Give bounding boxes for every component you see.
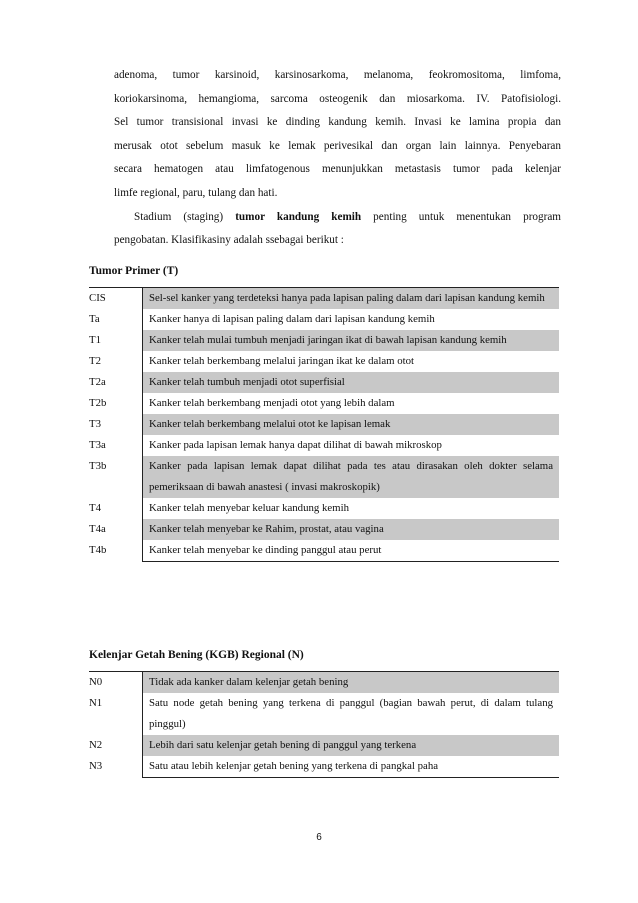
node-code: N2: [89, 739, 103, 751]
stage-code: T4a: [89, 523, 106, 535]
intro-line: adenoma, tumor karsinoid, karsinosarkoma, melanoma, feokromositoma, limfoma,: [114, 69, 561, 81]
page-number: 6: [316, 832, 322, 843]
intro-line: secara hematogen atau limfatogenous menunjukkan metastasis tumor pada kelenjar: [114, 163, 561, 176]
stage-code: T3a: [89, 439, 106, 451]
node-code: N3: [89, 760, 103, 772]
node-description: Satu node getah bening yang terkena di panggul (bagian bawah perut, di dalam tulang pinggul): [143, 693, 560, 735]
stage-code: T3b: [89, 460, 107, 472]
table-row: [89, 288, 559, 310]
stage-description: Kanker pada lapisan lemak hanya dapat dilihat di bawah mikroskop: [143, 435, 560, 456]
table-row: [89, 540, 559, 562]
tumor-primer-title: Tumor Primer (T): [89, 265, 179, 277]
stage-code: T3: [89, 418, 101, 430]
stage-description: Kanker telah menyebar ke dinding panggul atau perut: [143, 540, 560, 562]
table-row: [89, 519, 559, 540]
staging-text-post: penting untuk menentukan program: [361, 210, 561, 223]
stage-code: T2b: [89, 397, 107, 409]
stage-description: Kanker pada lapisan lemak dapat dilihat pada tes atau dirasakan oleh dokter selama pemeriksaan di bawah anastesi ( invasi makroskopik): [143, 456, 560, 498]
stage-description: Kanker telah berkembang melalui jaringan ikat ke dalam otot: [143, 351, 560, 372]
stage-description: Kanker telah menyebar keluar kandung kemih: [143, 498, 560, 519]
table-row: [89, 756, 559, 778]
stage-description: Sel-sel kanker yang terdeteksi hanya pada lapisan paling dalam dari lapisan kandung kemih: [143, 288, 560, 310]
stage-description: Kanker hanya di lapisan paling dalam dari lapisan kandung kemih: [143, 309, 560, 330]
staging-text-pre: Stadium (staging): [134, 210, 236, 223]
table-row: [89, 435, 559, 456]
stage-code: T2: [89, 355, 101, 367]
table-row: [89, 456, 559, 498]
table-row: [89, 735, 559, 756]
stage-code: T4: [89, 502, 101, 514]
table-row: [89, 414, 559, 435]
node-description: Satu atau lebih kelenjar getah bening yang terkena di pangkal paha: [143, 756, 560, 778]
stage-code: CIS: [89, 288, 143, 310]
stage-code: T4b: [89, 544, 107, 556]
staging-paragraph: [114, 206, 561, 230]
stage-code: Ta: [89, 313, 100, 325]
table-row: [89, 693, 559, 735]
table-row: [89, 393, 559, 414]
table-row: [89, 351, 559, 372]
intro-line: koriokarsinoma, hemangioma, sarcoma osteogenik dan miosarkoma. IV. Patofisiologi.: [114, 92, 561, 105]
stage-code: T2a: [89, 376, 106, 388]
stage-description: Kanker telah mulai tumbuh menjadi jaringan ikat di bawah lapisan kandung kemih: [143, 330, 560, 351]
staging-paragraph-line2: pengobatan. Klasifikasiny adalah ssebagai berikut :: [114, 234, 344, 247]
intro-line: Sel tumor transisional invasi ke dinding kandung kemih. Invasi ke lamina propia dan: [114, 116, 561, 129]
stage-description: Kanker telah berkembang melalui otot ke lapisan lemak: [143, 414, 560, 435]
stage-description: Kanker telah menyebar ke Rahim, prostat, atau vagina: [143, 519, 560, 540]
node-description: Tidak ada kanker dalam kelenjar getah bening: [143, 672, 560, 694]
kgb-table: [89, 671, 559, 778]
table-row: [89, 672, 559, 694]
stage-description: Kanker telah tumbuh menjadi otot superfisial: [143, 372, 560, 393]
intro-text: [114, 64, 561, 253]
intro-line: limfe regional, paru, tulang dan hati.: [114, 186, 278, 199]
stage-description: Kanker telah berkembang menjadi otot yang lebih dalam: [143, 393, 560, 414]
stage-code: T1: [89, 334, 101, 346]
table-row: [89, 498, 559, 519]
node-code: N0: [89, 672, 143, 694]
kgb-title: Kelenjar Getah Bening (KGB) Regional (N): [89, 649, 304, 661]
node-description: Lebih dari satu kelenjar getah bening di panggul yang terkena: [143, 735, 560, 756]
tumor-primer-table: [89, 287, 559, 562]
intro-line: merusak otot sebelum masuk ke lemak perivesikal dan organ lain lainnya. Penyebaran: [114, 139, 561, 152]
node-code: N1: [89, 697, 103, 709]
table-row: [89, 330, 559, 351]
table-row: [89, 372, 559, 393]
staging-text-bold: tumor kandung kemih: [235, 210, 362, 223]
table-row: [89, 309, 559, 330]
